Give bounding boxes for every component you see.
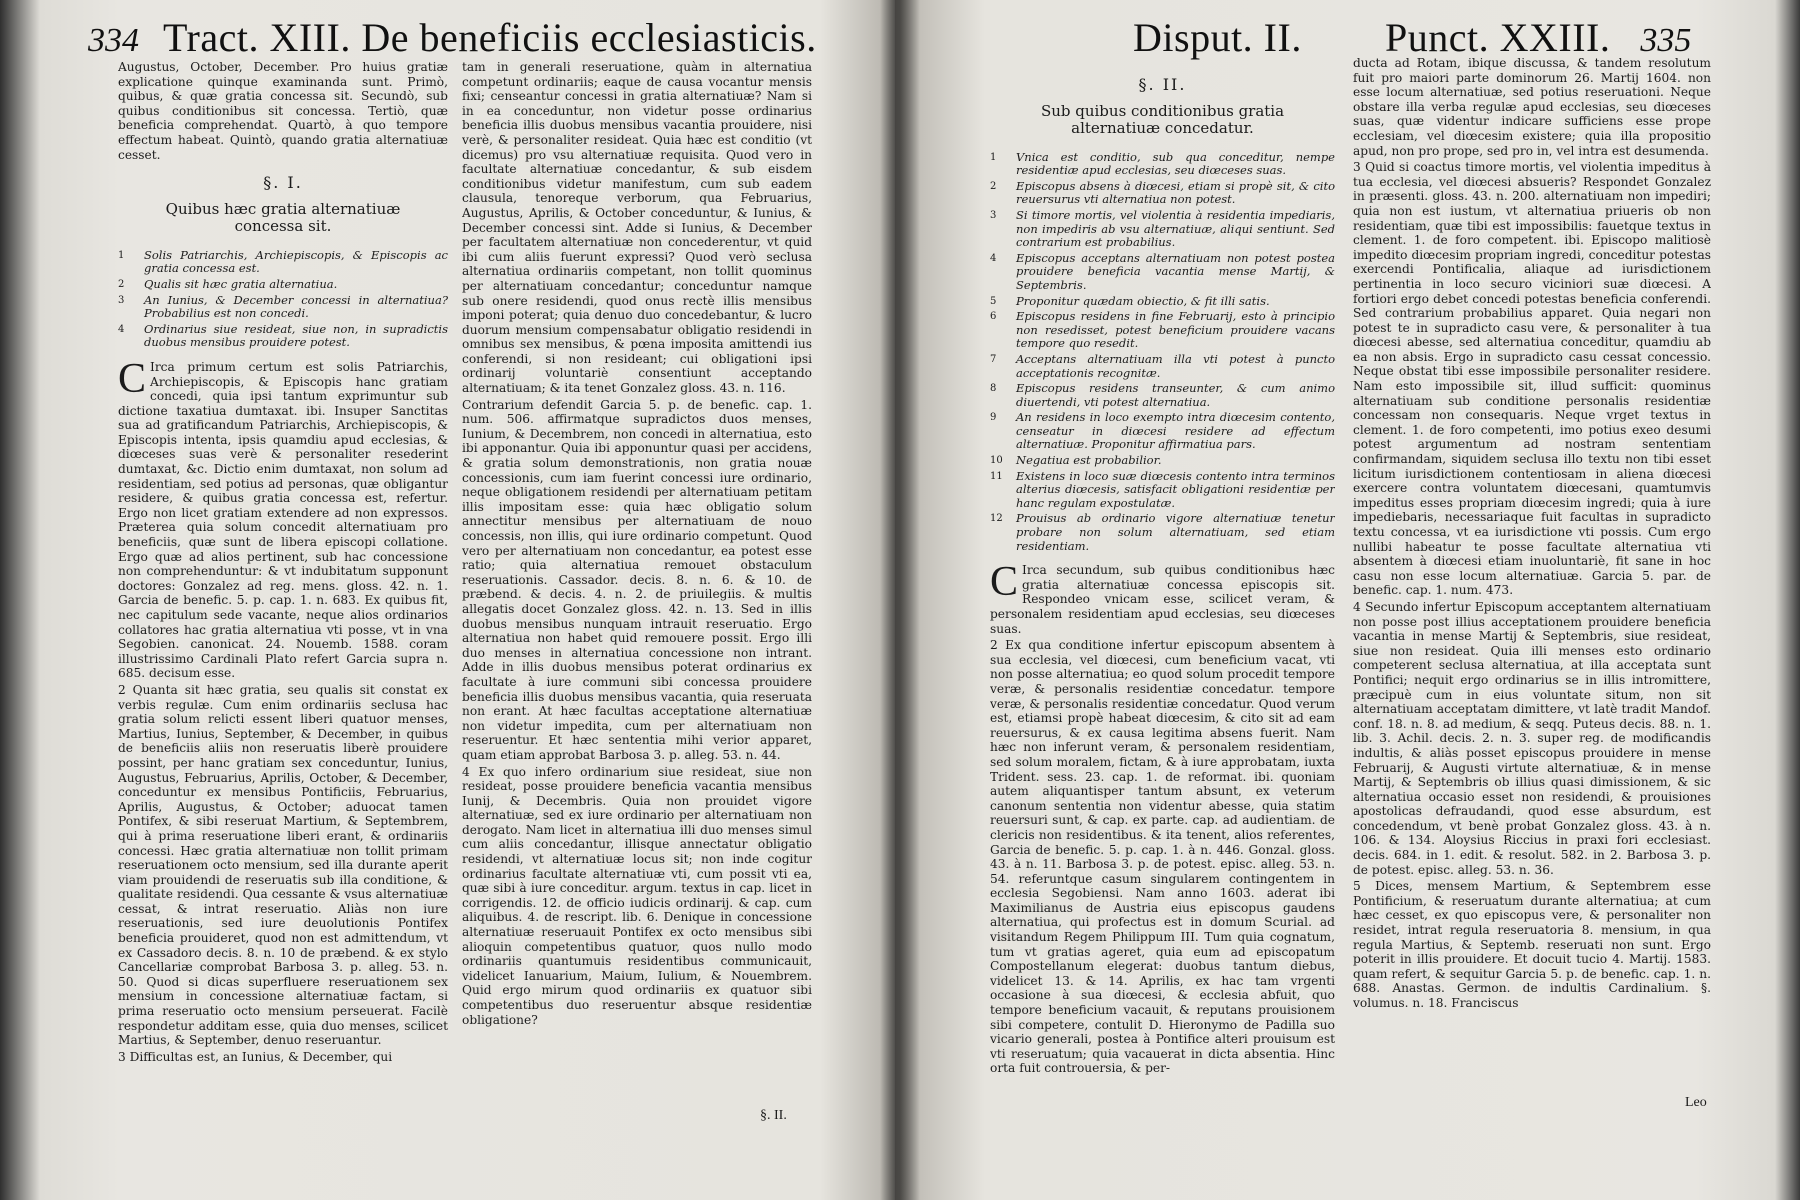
right-page-header-left bbox=[1133, 14, 1302, 61]
left-page-column-1 bbox=[118, 60, 448, 1115]
summary-item: 9 An residens in loco exempto intra diœcesim contento, censeatur in diœcesi residere ad effectum alternatiuæ. Proponitur affirmatiua pars. bbox=[990, 410, 1335, 452]
intro-paragraph: Augustus, October, December. Pro huius gratiæ explicatione quinque examinanda sunt. Primò, quibus, & quæ gratia concessa sit. Secundò, sub quibus conditionibus sit concessa. Tertiò, quæ beneficia comprehendat. Quartò, à quo tempore effectum habeat. Quintò, quando gratia alternatiuæ cesset. bbox=[118, 60, 448, 162]
section-mark: §. I. bbox=[263, 173, 303, 193]
body-paragraph: ducta ad Rotam, ibique discussa, & tandem resolutum fuit pro maiori parte dominorum 26. Martij 1604. non esse locum alternatiuæ, sed potius reseruationi. Neque obstare illa verba regulæ apud ecclesias, seu diœceses suas, quæ videntur indicare sufficiens esse prope ecclesiam, vel diœcesim existere; quia illa propositio apud, non pro prope, sed pro in, vel intra est desumenda. bbox=[1353, 56, 1711, 158]
running-head: Tract. XIII. De beneficiis ecclesiasticis. bbox=[163, 15, 817, 60]
catchword: §. II. bbox=[760, 1108, 787, 1123]
running-head-disputation: Disput. II. bbox=[1133, 15, 1302, 60]
section-summary bbox=[990, 151, 1335, 554]
page-number: 335 bbox=[1640, 22, 1692, 59]
summary-item: 2 Qualis sit hæc gratia alternatiua. bbox=[118, 276, 338, 291]
summary-item: 10 Negatiua est probabilior. bbox=[990, 453, 1162, 468]
summary-item: 11 Existens in loco suæ diœcesis contento intra terminos alterius diœcesis, satisfacit obligationi residentiæ per hanc regulam expostulatæ. bbox=[990, 468, 1335, 510]
summary-item: 5 Proponitur quædam obiectio, & fit illi satis. bbox=[990, 293, 1270, 308]
section-summary bbox=[118, 249, 448, 350]
summary-item: 3 Si timore mortis, vel violentia à residentia impediaris, non impediris ab vsu alternatiuæ, aliqui sentiunt. Sed contrarium est probabilius. bbox=[990, 207, 1335, 250]
right-page bbox=[895, 0, 1800, 1200]
summary-item: 6 Episcopus residens in fine Februarij, esto à principio non resedisset, potest beneficium prouidere vacans tempore quo resedit. bbox=[990, 309, 1335, 351]
summary-item: 7 Acceptans alternatiuam illa vti potest à puncto acceptationis recognitæ. bbox=[990, 351, 1335, 380]
body-paragraph: 4 Ex quo infero ordinarium siue resideat, siue non resideat, posse prouidere beneficia vacantia mensibus Iunij, & Decembris. Quia non prouidet vigore alternatiuæ, sed ex iure ordinario per alternatiuam non derogato. Nam licet in alternatiua illi duo menses simul cum aliis concedantur, illisque annectatur obligatio residendi, vt alternatiuæ locus sit; non inde cogitur ordinarius facultate alternatiuæ vti, cum possit vti ea, quæ sibi à iure conceditur. argum. textus in cap. licet in corrigendis. 12. de officio iudicis ordinarij. & cap. cum aliquibus. 4. de rescript. lib. 6. Denique in concessione alternatiuæ reseruauit Pontifex ex octo mensibus sibi alioquin competentibus quatuor, quos nullo modo ordinariis quantumuis residentibus communicauit, videlicet Ianuarium, Maium, Iulium, & Nouembrem. Quid ergo mirum quod ordinariis ex quatuor sibi competentibus duo reseruentur absque residentiæ obligatione? bbox=[462, 764, 812, 1027]
body-paragraph: 2 Ex qua conditione infertur episcopum absentem à sua ecclesia, vel diœcesi, cum beneficium vacat, vti non posse alternatiua; eo quod solum procedit tempore veræ, & personalis residentiæ concedatur. tempore veræ, & personalis residentiæ concedatur. Quod verum est, etiamsi propè habeat diœcesim, & cito sit ad eam reuersurus, & ex causa legitima absens fuerit. Nam hæc non inferunt veram, & personalem residentiam, sed solum moralem, fictam, & à iure approbatam, iuxta Trident. sess. 23. cap. 1. de reformat. ibi. quoniam autem aliquantisper tantum absunt, ex veterum canonum sententia non videntur abesse, quia statim reuersuri sunt, & cap. ex parte. cap. ad audientiam. de clericis non residentibus. & ita tenent, alios referentes, Garcia de benefic. 5. p. cap. 1. à n. 446. Gonzal. gloss. 43. à n. 11. Barbosa 3. p. de potest. episc. alleg. 53. n. 54. referuntque casum singularem contingentem in ecclesia Segobiensi. Nam anno 1603. aderat ibi Maximilianus de Austria eius episcopus gaudens alternatiua, qui profectus est in domum Scurial. ad visitandum Regem Philippum III. Tum quia cognatum, tum vt gratias ageret, quia eum ad episcopatum Compostellanum elegerat: duobus tantum diebus, videlicet 13. & 14. Aprilis, ex hac tam vrgenti occasione à sua diœcesi, & ecclesia abfuit, quo tempore beneficium vacauit, & reputans prouisionem sibi competere, contulit D. Hieronymo de Padilla suo vicario generali, postea à Pontifice alteri prouisum est vti reseruatum; quia vacauerat in dicta absentia. Hinc orta fuit controuersia, & per- bbox=[990, 638, 1335, 1076]
summary-item: 8 Episcopus residens transeunter, & cum animo diuertendi, vti potest alternatiua. bbox=[990, 381, 1335, 409]
body-paragraph: 4 Secundo infertur Episcopum acceptantem alternatiuam non posse post illius acceptationem prouidere beneficia vacantia in mense Martij & Septembris, siue resideat, siue non resideat. Quia illi menses esto ordinario competerent seclusa alternatiua, at illa acceptata sunt Pontifici; nequit ergo ordinarius se in illis intromittere, præcipuè cum in eius voluntate situm, non sit alternatiuam acceptatam dimittere, vt latè tradit Mandof. conf. 18. n. 8. ad medium, & seqq. Puteus decis. 88. n. 1. lib. 3. Achil. decis. 2. n. 3. super reg. de modificandis indultis, & aliàs posset episcopus prouidere in mense Februarij, & Augusti virtute alternatiuæ, & in mense Martij, & Septembris ob illius quasi dimissionem, & sic alternatiua occasio esset non residendi, & prouisiones apostolicas defraudandi, quod esse absurdum, est concedendum, vt benè probat Gonzalez gloss. 43. à n. 106. & 134. Aloysius Riccius in praxi fori ecclesiast. decis. 684. in 1. edit. & resolut. 582. in 2. Barbosa 3. p. de potest. episc. alleg. 53. n. 36. bbox=[1353, 599, 1711, 877]
running-head-punctum: Punct. XXIII. bbox=[1385, 15, 1611, 60]
right-page-column-2 bbox=[1353, 56, 1711, 1116]
summary-item: 12 Prouisus ab ordinario vigore alternatiuæ tenetur probare non solum alternatiuam, sed etiam residentiam. bbox=[990, 511, 1335, 553]
catchword: Leo bbox=[1685, 1095, 1707, 1110]
body-paragraph: 5 Dices, mensem Martium, & Septembrem esse Pontificium, & reseruatum durante alternatiua; at cum hæc cesset, ex quo episcopus vere, & personaliter non residet, intrat regula reseruatoria 8. mensium, in qua regula Martius, & Septemb. reseruati non sunt. Ergo poterit in illis prouidere. Et docuit tucio 4. Martij. 1583. quam refert, & sequitur Garcia 5. p. de benefic. cap. 1. n. 688. Anastas. Germon. de indultis Cardinalium. §. volumus. n. 18. Franciscus bbox=[1353, 879, 1711, 1010]
left-page bbox=[0, 0, 895, 1200]
book-gutter bbox=[880, 0, 920, 1200]
drop-cap: C bbox=[990, 559, 1019, 606]
summary-item: 4 Ordinarius siue resideat, siue non, in supradictis duobus mensibus prouidere potest. bbox=[118, 321, 448, 350]
right-page-header-right bbox=[1385, 14, 1691, 61]
page-number: 334 bbox=[88, 22, 139, 59]
left-page-column-2 bbox=[462, 60, 812, 1100]
summary-item: 1 Solis Patriarchis, Archiepiscopis, & Episcopis ac gratia concessa est. bbox=[118, 247, 448, 276]
left-page-header bbox=[88, 14, 817, 61]
right-page-column-1 bbox=[990, 64, 1335, 1124]
summary-item: 1 Vnica est conditio, sub qua conceditur, nempe residentiæ apud ecclesias, seu diœceses suas. bbox=[990, 149, 1335, 178]
body-paragraph: C Irca primum certum est solis Patriarchis, Archiepiscopis, & Episcopis hanc gratiam concedi, quia ipsi tantum exprimuntur sub dictione taxatiua dumtaxat. ibi. Insuper Sanctitas sua ad gratificandum Patriarchis, Archiepiscopis, & Episcopis intenta, ipsis quamdiu apud ecclesias, & diœceses suas verè & personaliter resederint dumtaxat, &c. Dictio enim dumtaxat, non solum ad residentiam, sed potius ad personas, quæ obligantur residere, & quibus gratia concessa est, refertur. Ergo non licet gratiam extendere ad non expressos. Præterea quia solum concedit alternatiuam pro beneficiis, quæ sunt de libera episcopi collatione. Ergo quæ ad alios pertinent, sub hac concessione non comprehenduntur: & vt indubitatum supponunt doctores: Gonzalez ad reg. mens. gloss. 42. n. 1. Garcia de benefic. 5. p. cap. 1. n. 683. Ex quibus fit, nec capitulum sede vacante, neque alios ordinarios collatores hac gratia alternatiua vti posse, vt in vna Segobien. canonicat. 24. Nouemb. 1588. coram illustrissimo Cardinali Plato refert Garcia supra n. 685. decisum esse. bbox=[118, 355, 448, 681]
section-title: Sub quibus conditionibus gratia alternatiuæ concedatur. bbox=[1040, 101, 1285, 137]
body-paragraph: 3 Difficultas est, an Iunius, & December, qui bbox=[118, 1049, 393, 1064]
summary-item: 2 Episcopus absens à diœcesi, etiam si propè sit, & cito reuersurus vti alternatiua non potest. bbox=[990, 178, 1335, 207]
body-paragraph: tam in generali reseruatione, quàm in alternatiua competunt ordinariis; eaque de causa vocantur mensis fixi; censeantur concessi in gratia alternatiuæ? Nam si in ea conceduntur, non videtur posse ordinarius beneficia illis duobus mensibus vacantia prouidere, nisi verè, & personaliter resideat. Quia hæc est conditio (vt dicemus) pro vsu alternatiuæ requisita. Quod vero in facultate alternatiuæ concedantur, & sub eisdem conditionibus videtur manifestum, cum sub eadem clausula, tenoreque verborum, qua Februarius, Augustus, Aprilis, & October conceduntur, & Iunius, & December concessi sint. Adde si Iunius, & December per facultatem alternatiuæ non concederentur, vt quid ibi cum aliis fuerunt expressi? Quod verò seclusa alternatiua ordinariis competant, non tollit quominus per alternatiuam concedantur; conceduntur namque sub onere residendi, quod onus rectè illis mensibus imponi poterat; quia denuo duo concedebantur, & lucro duorum mensium compensabatur obligatio residendi in omnibus sex mensibus, & pœna imposita amittendi ius conferendi, si non resideant; cui obligationi ipsi ordinarij voluntariè consentiunt acceptando alternatiuam; & ita tenet Gonzalez gloss. 43. n. 116. bbox=[462, 60, 812, 396]
body-paragraph: Contrarium defendit Garcia 5. p. de benefic. cap. 1. num. 506. affirmatque supradictos duos menses, Iunium, & Decembrem, non concedi in alternatiua, esto ibi apponantur. Quia ibi apponuntur quasi per accidens, & gratia solum demonstrationis, non gratia nouæ concessionis, cum iam fuerint concessi iure ordinario, neque obligationem residendi per alternatiuam petitam illis impositam esse: quia hæc obligatio solum annectitur mensibus per alternatiuam de nouo concessis, non illis, qui iure ordinario competunt. Quod vero per alternatiuam non concedantur, ea potest esse ratio; quia alternatiua remouet obstaculum reseruationis. Cassador. decis. 8. n. 6. & 10. de præbend. & decis. 4. n. 2. de priuilegiis. & multis allegatis docet Gonzalez gloss. 42. n. 13. Sed in illis duobus mensibus nunquam intrauit reseruatio. Ergo alternatiua non habet quid remouere possit. Ergo illi duo menses in alternatiua concessione non intrant. Adde in illis duobus mensibus poterat ordinarius ex facultate à iure communi sibi concessa prouidere beneficia illis duobus mensibus vacantia, quia reseruata non erant. At hæc facultas acceptatione alternatiuæ non videtur impedita, cum per alternatiuam non reseruentur. Et hæc sententia mihi verior apparet, quam etiam approbat Barbosa 3. p. alleg. 53. n. 44. bbox=[462, 397, 812, 762]
body-paragraph: 2 Quanta sit hæc gratia, seu qualis sit constat ex verbis regulæ. Cum enim ordinariis seclusa hac gratia solum relicti essent liberi quatuor menses, Martius, Iunius, September, & December, in quibus de beneficiis aliis non reseruatis liberè prouidere possint, per hanc gratiam sex conceduntur, Iunius, Augustus, Februarius, Aprilis, October, & December, conceduntur ex mensibus Pontificiis, Februarius, Aprilis, Augustus, & October; aduocat tamen Pontifex, & sibi reseruat Martium, & Septembrem, qui à prima reseruatione liberi erant, & ordinariis concessi. Hæc gratia alternatiuæ non tollit primam reseruationem octo mensium, sed illa durante aperit viam prouidendi de reseruatis sub illa conditione, & qualitate residendi. Qua cessante & vsus alternatiuæ cessat, & intrat reseruatio. Aliàs non iure reseruationis, sed iure deuolutionis Pontifex beneficia prouideret, quod non est admittendum, vt ex Cassadoro decis. 8. n. 10 de præbend. & ex stylo Cancellariæ comprobat Barbosa 3. p. alleg. 53. n. 50. Quod si dicas superfluere reseruationem sex mensium in concessione alternatiuæ factam, si prima reseruatio octo mensium perseuerat. Facilè respondetur additam esse, quia duo menses, scilicet Martius, & September, denuo reseruantur. bbox=[118, 682, 448, 1048]
body-paragraph: 3 Quid si coactus timore mortis, vel violentia impeditus à tua ecclesia, vel diœcesi absueris? Respondet Gonzalez in præsenti. gloss. 43. n. 200. alternatiuam non impediri; quia non est iustum, vt alternatiua priueris ob non residentiam, quæ tibi est impossibilis: fauetque textus in clement. 1. de foro competent. ibi. Episcopo malitiosè impedito diœcesim propriam ingredi, conceditur potestas exercendi Pontificalia, aliaque ad iurisdictionem pertinentia in loco securo viciniori suæ diœcesi. A fortiori ergo debet concedi potestas beneficia conferendi. Sed contrarium probabilius apparet. Quia negari non potest te in supradicto casu vere, & personaliter à tua diœcesi abesse, sed alternatiua conceditur, quamdiu ab ea non absis. Ergo in supradicto casu cessat concessio. Neque obstat tibi esse impossibile personaliter residere. Nam esto impossibile sit, illud sufficit: quominus alternatiuam sub conditione personalis residentiæ concessam non consequaris. Neque vrget textus in clement. 1. de foro competenti, imo potius exeo desumi potest argumentum ad nostram sententiam confirmandam, siquidem seclusa illo textu non tibi esset licitum iurisdictionem contentiosam in aliena diœcesi exercere contra voluntatem diœcesani, quamtumvis impeditus esses propriam diœcesim ingredi; quia à iure impediebaris, necessariaque fuit facultas in supradicto textu concessa, vt ea iurisdictione vti possis. Cum ergo nullibi habeatur te posse facultate alternatiua vti absentem à diœcesi etiam inuoluntariè, fit sane in hoc casu non esse locum alternatiuæ. Garcia 5. par. de benefic. cap. 1. num. 473. bbox=[1353, 160, 1711, 598]
section-title: Quibus hæc gratia alternatiuæ concessa sit. bbox=[165, 199, 401, 235]
section-mark: §. II. bbox=[1138, 75, 1187, 94]
drop-cap: C bbox=[118, 355, 147, 402]
summary-item: 3 An Iunius, & December concessi in alternatiua? Probabilius est non concedi. bbox=[118, 292, 448, 321]
body-paragraph: C Irca secundum, sub quibus conditionibus hæc gratia alternatiuæ concessa episcopis sit. Respondeo vnicam esse, scilicet veram, & personalem residentiam apud ecclesias, seu diœceses suas. bbox=[990, 559, 1335, 636]
summary-item: 4 Episcopus acceptans alternatiuam non potest postea prouidere beneficia vacantia mense Martij, & Septembris. bbox=[990, 250, 1335, 292]
